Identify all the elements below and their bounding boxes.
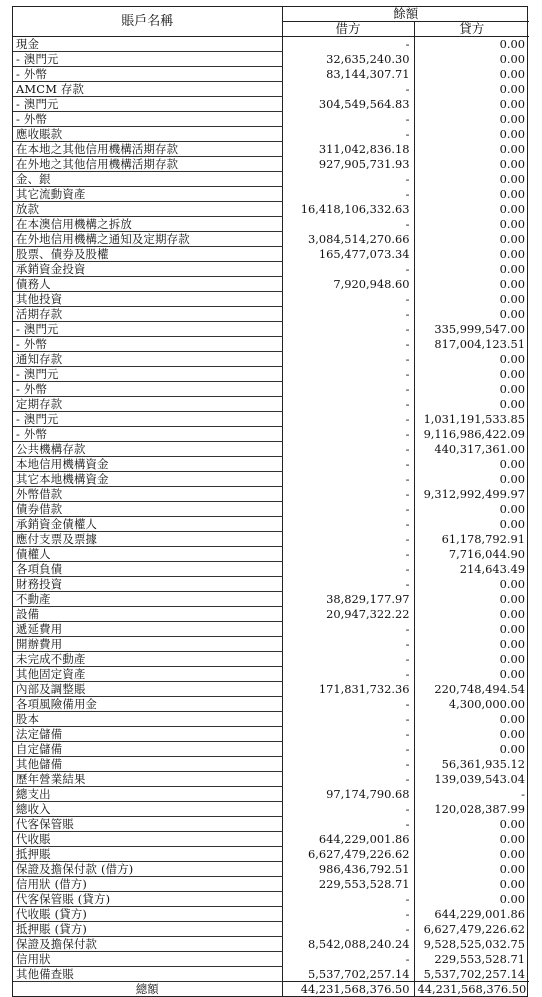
row-debit: - (282, 667, 414, 682)
row-debit: - (282, 367, 414, 382)
row-debit: 8,542,088,240.24 (282, 937, 414, 952)
total-debit: 44,231,568,376.50 (282, 982, 414, 997)
row-account-name: 通知存款 (13, 352, 282, 367)
row-account-name: 未完成不動產 (13, 652, 282, 667)
table-row (13, 277, 529, 292)
table-row (13, 187, 529, 202)
row-debit: - (282, 817, 414, 832)
row-debit: - (282, 922, 414, 937)
row-account-name: 歷年營業結果 (13, 772, 282, 787)
table-row (13, 577, 529, 592)
row-account-name: 代客保管賬 (貸方) (13, 892, 282, 907)
row-account-name: 本地信用機構資金 (13, 457, 282, 472)
table-row (13, 517, 529, 532)
row-credit: 0.00 (499, 592, 526, 606)
row-credit: - (521, 787, 526, 801)
table-row (13, 697, 529, 712)
row-account-name: 在外地信用機構之通知及定期存款 (13, 232, 282, 247)
row-account-name: 不動產 (13, 592, 282, 607)
row-account-name: 各項風險備用金 (13, 697, 282, 712)
table-row (13, 637, 529, 652)
row-account-name: 保證及擔保付款 (13, 937, 282, 952)
row-credit: 0.00 (499, 232, 526, 246)
row-credit: 0.00 (499, 352, 526, 366)
row-credit: 0.00 (499, 517, 526, 531)
row-credit: 0.00 (499, 142, 526, 156)
row-account-name: - 外幣 (13, 427, 282, 442)
table-row (13, 922, 529, 937)
table-row (13, 652, 529, 667)
row-credit: 644,229,001.86 (434, 907, 526, 921)
row-debit: - (282, 562, 414, 577)
table-row (13, 907, 529, 922)
row-debit: - (282, 637, 414, 652)
table-row (13, 427, 529, 442)
row-account-name: 其它本地機構資金 (13, 472, 282, 487)
row-debit: - (282, 187, 414, 202)
row-debit: - (282, 442, 414, 457)
row-credit: 9,312,992,499.97 (423, 487, 526, 501)
header-debit: 借方 (282, 22, 414, 37)
balance-table (13, 7, 529, 996)
row-debit: 644,229,001.86 (282, 832, 414, 847)
table-row (13, 337, 529, 352)
total-label: 總額 (13, 982, 282, 997)
table-body (13, 37, 529, 982)
table-row (13, 532, 529, 547)
row-account-name: 設備 (13, 607, 282, 622)
row-credit: 229,553,528.71 (434, 952, 526, 966)
table-row (13, 247, 529, 262)
table-row (13, 502, 529, 517)
table-row (13, 757, 529, 772)
row-debit: 16,418,106,332.63 (282, 202, 414, 217)
row-account-name: - 外幣 (13, 67, 282, 82)
row-credit: 0.00 (499, 877, 526, 891)
row-debit: - (282, 127, 414, 142)
row-account-name: - 外幣 (13, 112, 282, 127)
table-row (13, 862, 529, 877)
row-credit: 0.00 (499, 52, 526, 66)
row-credit: 0.00 (499, 652, 526, 666)
row-account-name: 遞延費用 (13, 622, 282, 637)
table-row (13, 157, 529, 172)
header-balance: 餘額 (282, 7, 529, 22)
table-row (13, 397, 529, 412)
row-credit: 7,716,044.90 (448, 547, 526, 561)
row-credit: 0.00 (499, 202, 526, 216)
row-credit: 0.00 (499, 727, 526, 741)
row-credit: 0.00 (499, 892, 526, 906)
row-debit: - (282, 547, 414, 562)
row-credit: 4,300,000.00 (448, 697, 526, 711)
row-debit: - (282, 697, 414, 712)
row-credit: 0.00 (499, 502, 526, 516)
table-row (13, 442, 529, 457)
row-credit: 0.00 (499, 472, 526, 486)
row-account-name: 法定儲備 (13, 727, 282, 742)
row-credit: 0.00 (499, 817, 526, 831)
row-account-name: 承銷資金債權人 (13, 517, 282, 532)
row-account-name: 金、銀 (13, 172, 282, 187)
row-account-name: 現金 (13, 37, 282, 52)
row-debit: - (282, 397, 414, 412)
row-credit: 0.00 (499, 367, 526, 381)
row-credit: 0.00 (499, 247, 526, 261)
table-row (13, 952, 529, 967)
row-account-name: 代客保管賬 (13, 817, 282, 832)
row-debit: - (282, 382, 414, 397)
row-credit: 120,028,387.99 (434, 802, 526, 816)
row-credit: 0.00 (499, 37, 526, 52)
table-row (13, 892, 529, 907)
table-row (13, 547, 529, 562)
row-credit: 0.00 (499, 637, 526, 651)
row-debit: - (282, 322, 414, 337)
row-credit: 0.00 (499, 187, 526, 201)
table-row (13, 97, 529, 112)
row-debit: 20,947,322.22 (282, 607, 414, 622)
table-row (13, 562, 529, 577)
table-row (13, 52, 529, 67)
table-row (13, 142, 529, 157)
row-account-name: 公共機構存款 (13, 442, 282, 457)
table-row (13, 937, 529, 952)
row-credit: 5,537,702,257.14 (423, 966, 526, 981)
total-credit: 44,231,568,376.50 (414, 982, 529, 997)
row-account-name: 其他固定資產 (13, 667, 282, 682)
row-debit: - (282, 487, 414, 502)
row-debit: - (282, 712, 414, 727)
row-account-name: 其他備查賬 (13, 967, 282, 982)
table-row (13, 37, 529, 52)
table-row (13, 682, 529, 697)
row-debit: 6,627,479,226.62 (282, 847, 414, 862)
row-credit: 0.00 (499, 262, 526, 276)
row-account-name: 保證及擔保付款 (借方) (13, 862, 282, 877)
table-row (13, 127, 529, 142)
row-account-name: - 外幣 (13, 337, 282, 352)
row-account-name: 各項負債 (13, 562, 282, 577)
row-credit: 0.00 (499, 577, 526, 591)
row-debit: 97,174,790.68 (282, 787, 414, 802)
row-debit: - (282, 757, 414, 772)
row-account-name: AMCM 存款 (13, 82, 282, 97)
table-row (13, 802, 529, 817)
row-account-name: 其他投資 (13, 292, 282, 307)
row-debit: - (282, 952, 414, 967)
table-row (13, 607, 529, 622)
row-account-name: - 澳門元 (13, 367, 282, 382)
row-debit: 311,042,836.18 (282, 142, 414, 157)
row-debit: - (282, 82, 414, 97)
header-credit: 貸方 (414, 22, 529, 37)
row-credit: 0.00 (499, 397, 526, 411)
row-credit: 0.00 (499, 457, 526, 471)
row-debit: - (282, 742, 414, 757)
row-credit: 56,361,935.12 (441, 757, 526, 771)
row-debit: 171,831,732.36 (282, 682, 414, 697)
row-credit: 220,748,494.54 (434, 682, 526, 696)
row-debit: - (282, 37, 414, 52)
row-credit: 0.00 (499, 307, 526, 321)
row-debit: - (282, 652, 414, 667)
total-row (13, 982, 529, 997)
row-debit: - (282, 217, 414, 232)
table-row (13, 967, 529, 982)
row-debit: - (282, 532, 414, 547)
row-debit: - (282, 772, 414, 787)
row-account-name: 其它流動資產 (13, 187, 282, 202)
row-credit: 9,116,986,422.09 (423, 427, 526, 441)
row-credit: 1,031,191,533.85 (423, 412, 526, 426)
table-row (13, 172, 529, 187)
row-account-name: 信用狀 (13, 952, 282, 967)
row-debit: 38,829,177.97 (282, 592, 414, 607)
row-account-name: 股票、債券及股權 (13, 247, 282, 262)
table-header (13, 7, 529, 37)
row-credit: 0.00 (499, 112, 526, 126)
row-debit: 229,553,528.71 (282, 877, 414, 892)
row-debit: 304,549,564.83 (282, 97, 414, 112)
row-debit: - (282, 412, 414, 427)
table-row (13, 322, 529, 337)
row-debit: - (282, 907, 414, 922)
table-row (13, 787, 529, 802)
table-row (13, 262, 529, 277)
row-credit: 139,039,543.04 (434, 772, 526, 786)
row-account-name: 財務投資 (13, 577, 282, 592)
row-account-name: 應收賬款 (13, 127, 282, 142)
row-account-name: 在外地之其他信用機構活期存款 (13, 157, 282, 172)
row-credit: 61,178,792.91 (441, 532, 526, 546)
row-debit: - (282, 577, 414, 592)
row-account-name: - 澳門元 (13, 52, 282, 67)
table-row (13, 622, 529, 637)
row-account-name: 其他儲備 (13, 757, 282, 772)
table-row (13, 742, 529, 757)
table-row (13, 847, 529, 862)
row-debit: - (282, 427, 414, 442)
table-row (13, 307, 529, 322)
row-debit: 7,920,948.60 (282, 277, 414, 292)
row-debit: 927,905,731.93 (282, 157, 414, 172)
row-account-name: 代收賬 (13, 832, 282, 847)
table-row (13, 67, 529, 82)
row-account-name: 總支出 (13, 787, 282, 802)
table-row (13, 817, 529, 832)
header-account-name: 賬戶名稱 (13, 7, 282, 37)
row-debit: - (282, 727, 414, 742)
row-credit: 0.00 (499, 742, 526, 756)
row-account-name: 承銷資金投資 (13, 262, 282, 277)
row-debit: - (282, 307, 414, 322)
row-debit: - (282, 457, 414, 472)
row-debit: - (282, 622, 414, 637)
row-account-name: 代收賬 (貸方) (13, 907, 282, 922)
row-credit: 0.00 (499, 217, 526, 231)
table-row (13, 487, 529, 502)
table-row (13, 292, 529, 307)
row-debit: - (282, 352, 414, 367)
row-account-name: 抵押賬 (貸方) (13, 922, 282, 937)
row-account-name: 在本澳信用機構之拆放 (13, 217, 282, 232)
row-credit: 0.00 (499, 382, 526, 396)
table-row (13, 592, 529, 607)
row-account-name: 自定儲備 (13, 742, 282, 757)
row-account-name: 債務人 (13, 277, 282, 292)
row-credit: 214,643.49 (459, 562, 526, 576)
row-debit: - (282, 262, 414, 277)
row-account-name: 抵押賬 (13, 847, 282, 862)
row-account-name: 活期存款 (13, 307, 282, 322)
row-debit: - (282, 517, 414, 532)
row-debit: 32,635,240.30 (282, 52, 414, 67)
row-credit: 0.00 (499, 622, 526, 636)
row-debit: - (282, 472, 414, 487)
table-row (13, 457, 529, 472)
row-account-name: 開辦費用 (13, 637, 282, 652)
row-debit: 5,537,702,257.14 (282, 967, 414, 982)
balance-sheet (12, 6, 528, 997)
row-account-name: - 澳門元 (13, 412, 282, 427)
row-debit: 165,477,073.34 (282, 247, 414, 262)
table-row (13, 232, 529, 247)
table-row (13, 352, 529, 367)
row-account-name: 內部及調整賬 (13, 682, 282, 697)
row-account-name: 債券借款 (13, 502, 282, 517)
row-debit: - (282, 892, 414, 907)
row-credit: 0.00 (499, 667, 526, 681)
table-row (13, 82, 529, 97)
row-account-name: - 外幣 (13, 382, 282, 397)
row-credit: 0.00 (499, 607, 526, 621)
row-credit: 0.00 (499, 292, 526, 306)
row-credit: 6,627,479,226.62 (423, 922, 526, 936)
row-credit: 9,528,525,032.75 (423, 937, 526, 951)
table-row (13, 772, 529, 787)
row-account-name: - 澳門元 (13, 322, 282, 337)
table-row (13, 472, 529, 487)
row-debit: - (282, 337, 414, 352)
row-debit: 83,144,307.71 (282, 67, 414, 82)
table-row (13, 367, 529, 382)
table-row (13, 832, 529, 847)
row-debit: 3,084,514,270.66 (282, 232, 414, 247)
row-account-name: 外幣借款 (13, 487, 282, 502)
row-debit: - (282, 802, 414, 817)
row-debit: - (282, 502, 414, 517)
row-account-name: 股本 (13, 712, 282, 727)
row-account-name: 總收入 (13, 802, 282, 817)
row-debit: - (282, 112, 414, 127)
table-row (13, 727, 529, 742)
row-credit: 0.00 (499, 97, 526, 111)
row-credit: 0.00 (499, 67, 526, 81)
row-credit: 0.00 (499, 847, 526, 861)
row-credit: 0.00 (499, 862, 526, 876)
row-account-name: 定期存款 (13, 397, 282, 412)
row-debit: - (282, 292, 414, 307)
row-debit: 986,436,792.51 (282, 862, 414, 877)
row-account-name: 應付支票及票據 (13, 532, 282, 547)
row-credit: 0.00 (499, 82, 526, 96)
table-footer (13, 982, 529, 997)
table-row (13, 382, 529, 397)
table-row (13, 667, 529, 682)
table-row (13, 412, 529, 427)
row-credit: 440,317,361.00 (434, 442, 526, 456)
table-row (13, 202, 529, 217)
row-credit: 0.00 (499, 832, 526, 846)
row-credit: 0.00 (499, 172, 526, 186)
table-row (13, 712, 529, 727)
table-row (13, 217, 529, 232)
row-account-name: - 澳門元 (13, 97, 282, 112)
row-credit: 0.00 (499, 157, 526, 171)
row-account-name: 債權人 (13, 547, 282, 562)
row-credit: 817,004,123.51 (434, 337, 526, 351)
table-row (13, 112, 529, 127)
row-account-name: 信用狀 (借方) (13, 877, 282, 892)
row-account-name: 在本地之其他信用機構活期存款 (13, 142, 282, 157)
row-credit: 0.00 (499, 277, 526, 291)
row-debit: - (282, 172, 414, 187)
row-credit: 335,999,547.00 (434, 322, 526, 336)
table-row (13, 877, 529, 892)
row-credit: 0.00 (499, 127, 526, 141)
row-account-name: 放款 (13, 202, 282, 217)
row-credit: 0.00 (499, 712, 526, 726)
